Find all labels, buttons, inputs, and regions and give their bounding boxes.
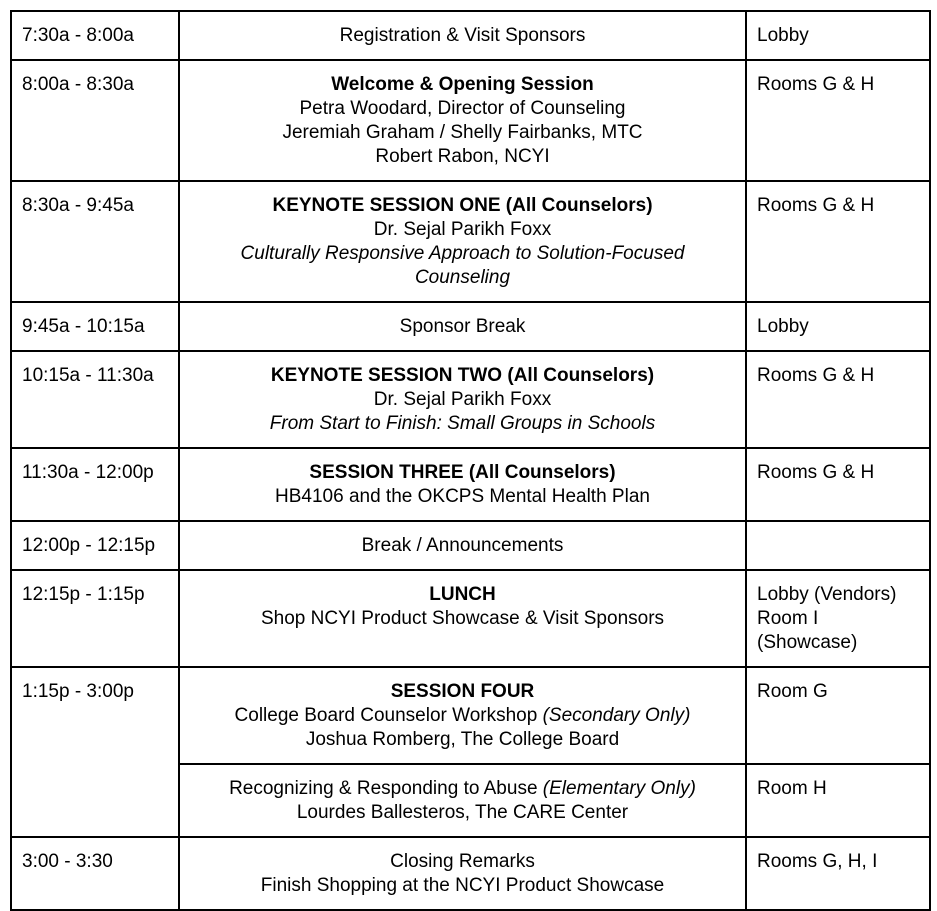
event-cell (179, 448, 746, 521)
location-cell (746, 521, 930, 570)
schedule-table (10, 10, 931, 911)
workshop-presenter: Joshua Romberg, The College Board (305, 729, 620, 750)
event-line: Closing Remarks (390, 851, 535, 872)
event-line: Registration & Visit Sponsors (339, 25, 586, 46)
table-row (11, 181, 930, 302)
workshop-title: Recognizing & Responding to Abuse (229, 778, 543, 799)
time-cell: 1:15p - 3:00p (11, 667, 179, 837)
table-row (11, 351, 930, 448)
event-title: LUNCH (429, 584, 496, 605)
workshop-note: (Secondary Only) (542, 705, 691, 726)
time-cell: 12:15p - 1:15p (11, 570, 179, 667)
time-cell: 11:30a - 12:00p (11, 448, 179, 521)
table-row (11, 837, 930, 910)
time-cell: 8:00a - 8:30a (11, 60, 179, 181)
event-cell (179, 837, 746, 910)
table-row (11, 60, 930, 181)
event-title: KEYNOTE SESSION ONE (All Counselors) (272, 195, 653, 216)
event-speaker: Dr. Sejal Parikh Foxx (373, 219, 552, 240)
time-cell: 9:45a - 10:15a (11, 302, 179, 351)
event-cell (179, 521, 746, 570)
table-row (11, 570, 930, 667)
event-cell (179, 60, 746, 181)
event-cell (179, 667, 746, 764)
table-row (11, 302, 930, 351)
event-title: Welcome & Opening Session (331, 74, 594, 95)
workshop-title: College Board Counselor Workshop (234, 705, 543, 726)
event-title: SESSION FOUR (390, 681, 535, 702)
event-line: Shop NCYI Product Showcase & Visit Sponsors (260, 608, 665, 629)
table-row (11, 11, 930, 60)
location-cell: Rooms G & H (746, 351, 930, 448)
event-cell (179, 11, 746, 60)
workshop-line (190, 777, 735, 801)
event-line: Break / Announcements (361, 535, 564, 556)
time-cell: 10:15a - 11:30a (11, 351, 179, 448)
location-line: Lobby (Vendors) (757, 584, 897, 605)
location-cell: Lobby (746, 302, 930, 351)
event-cell (179, 351, 746, 448)
location-cell (746, 570, 930, 667)
time-cell: 12:00p - 12:15p (11, 521, 179, 570)
time-cell: 8:30a - 9:45a (11, 181, 179, 302)
location-cell: Rooms G & H (746, 448, 930, 521)
table-row (11, 667, 930, 764)
location-cell: Room H (746, 764, 930, 837)
location-cell: Rooms G & H (746, 60, 930, 181)
event-line: HB4106 and the OKCPS Mental Health Plan (275, 486, 650, 507)
location-line: (Showcase) (757, 632, 858, 653)
workshop-note: (Elementary Only) (542, 778, 696, 799)
time-cell: 7:30a - 8:00a (11, 11, 179, 60)
event-cell (179, 570, 746, 667)
location-cell: Rooms G, H, I (746, 837, 930, 910)
event-line: Sponsor Break (399, 316, 526, 337)
event-line: Robert Rabon, NCYI (375, 146, 550, 167)
location-line: Room I (757, 608, 819, 629)
workshop-presenter: Lourdes Ballesteros, The CARE Center (296, 802, 629, 823)
event-cell (179, 181, 746, 302)
event-title: KEYNOTE SESSION TWO (All Counselors) (270, 365, 655, 386)
event-cell (179, 302, 746, 351)
event-line: Petra Woodard, Director of Counseling (299, 98, 626, 119)
table-row (11, 521, 930, 570)
event-subtitle: Counseling (414, 267, 511, 288)
event-line: Finish Shopping at the NCYI Product Showcase (260, 875, 665, 896)
location-cell: Lobby (746, 11, 930, 60)
event-title: SESSION THREE (All Counselors) (309, 462, 616, 483)
location-cell: Room G (746, 667, 930, 764)
event-subtitle: From Start to Finish: Small Groups in Schools (269, 413, 656, 434)
event-line: Jeremiah Graham / Shelly Fairbanks, MTC (282, 122, 643, 143)
event-speaker: Dr. Sejal Parikh Foxx (373, 389, 552, 410)
location-cell: Rooms G & H (746, 181, 930, 302)
table-row (11, 448, 930, 521)
time-cell: 3:00 - 3:30 (11, 837, 179, 910)
workshop-line (190, 704, 735, 728)
event-cell (179, 764, 746, 837)
event-subtitle: Culturally Responsive Approach to Solution-Focused (240, 243, 685, 264)
